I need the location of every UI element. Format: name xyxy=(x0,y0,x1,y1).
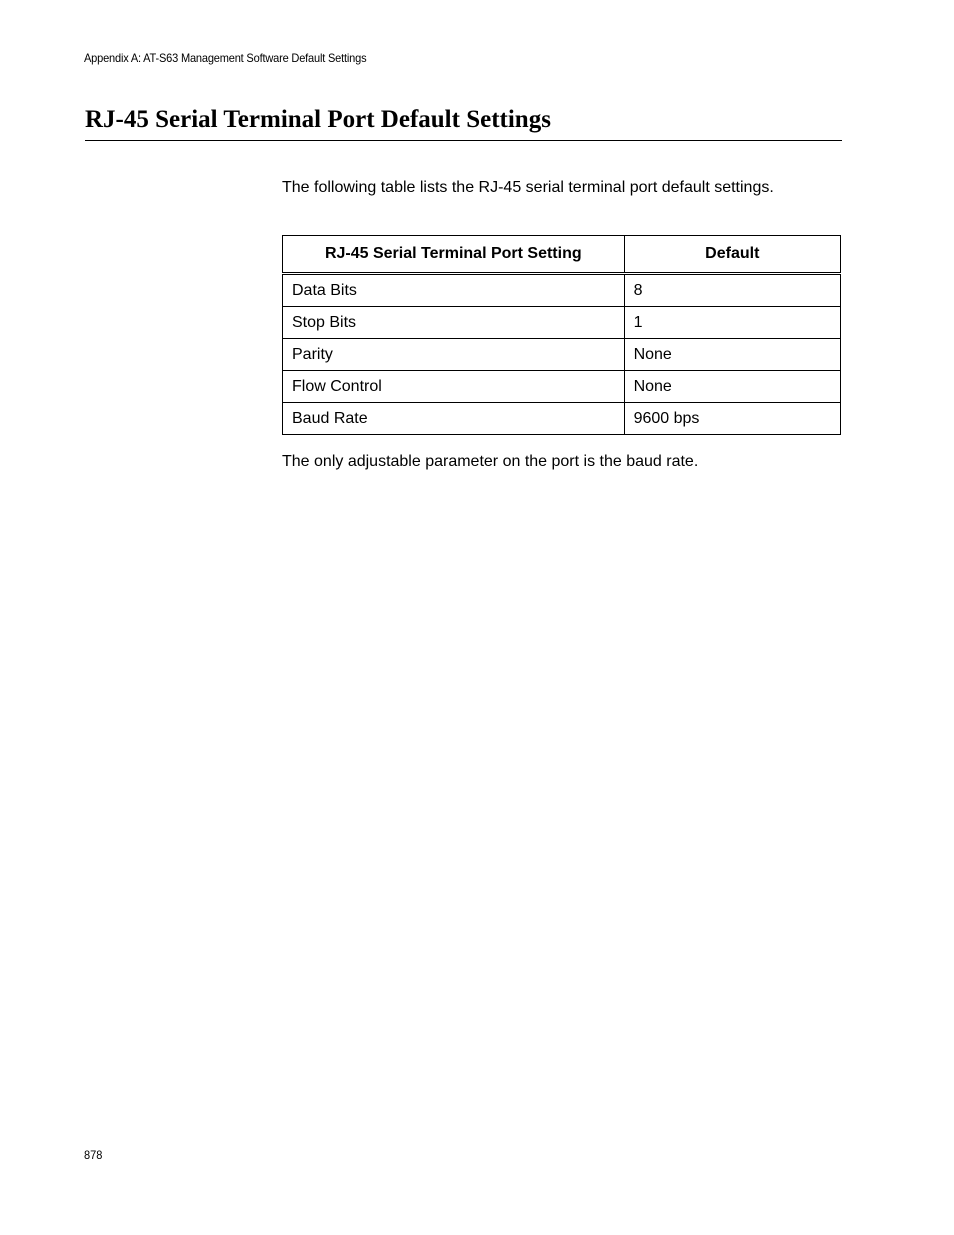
setting-cell: Flow Control xyxy=(283,371,625,403)
setting-cell: Parity xyxy=(283,339,625,371)
table-row xyxy=(283,371,841,403)
setting-cell: Data Bits xyxy=(283,274,625,307)
default-cell: 1 xyxy=(624,307,840,339)
default-cell: None xyxy=(624,371,840,403)
table-row xyxy=(283,403,841,435)
running-header: Appendix A: AT-S63 Management Software Default Settings xyxy=(84,51,367,65)
setting-cell: Stop Bits xyxy=(283,307,625,339)
table-header-row xyxy=(283,236,841,274)
outro-paragraph: The only adjustable parameter on the port is the baud rate. xyxy=(282,453,699,470)
setting-cell: Baud Rate xyxy=(283,403,625,435)
column-header-setting: RJ-45 Serial Terminal Port Setting xyxy=(283,236,625,274)
default-cell: 9600 bps xyxy=(624,403,840,435)
section-title: RJ-45 Serial Terminal Port Default Settings xyxy=(85,106,551,133)
table-row xyxy=(283,274,841,307)
intro-paragraph: The following table lists the RJ-45 serial terminal port default settings. xyxy=(282,179,774,196)
column-header-default: Default xyxy=(624,236,840,274)
table-row xyxy=(283,307,841,339)
table-row xyxy=(283,339,841,371)
page-number: 878 xyxy=(84,1148,103,1162)
default-cell: None xyxy=(624,339,840,371)
default-cell: 8 xyxy=(624,274,840,307)
title-rule xyxy=(85,140,842,141)
settings-table xyxy=(282,235,841,435)
